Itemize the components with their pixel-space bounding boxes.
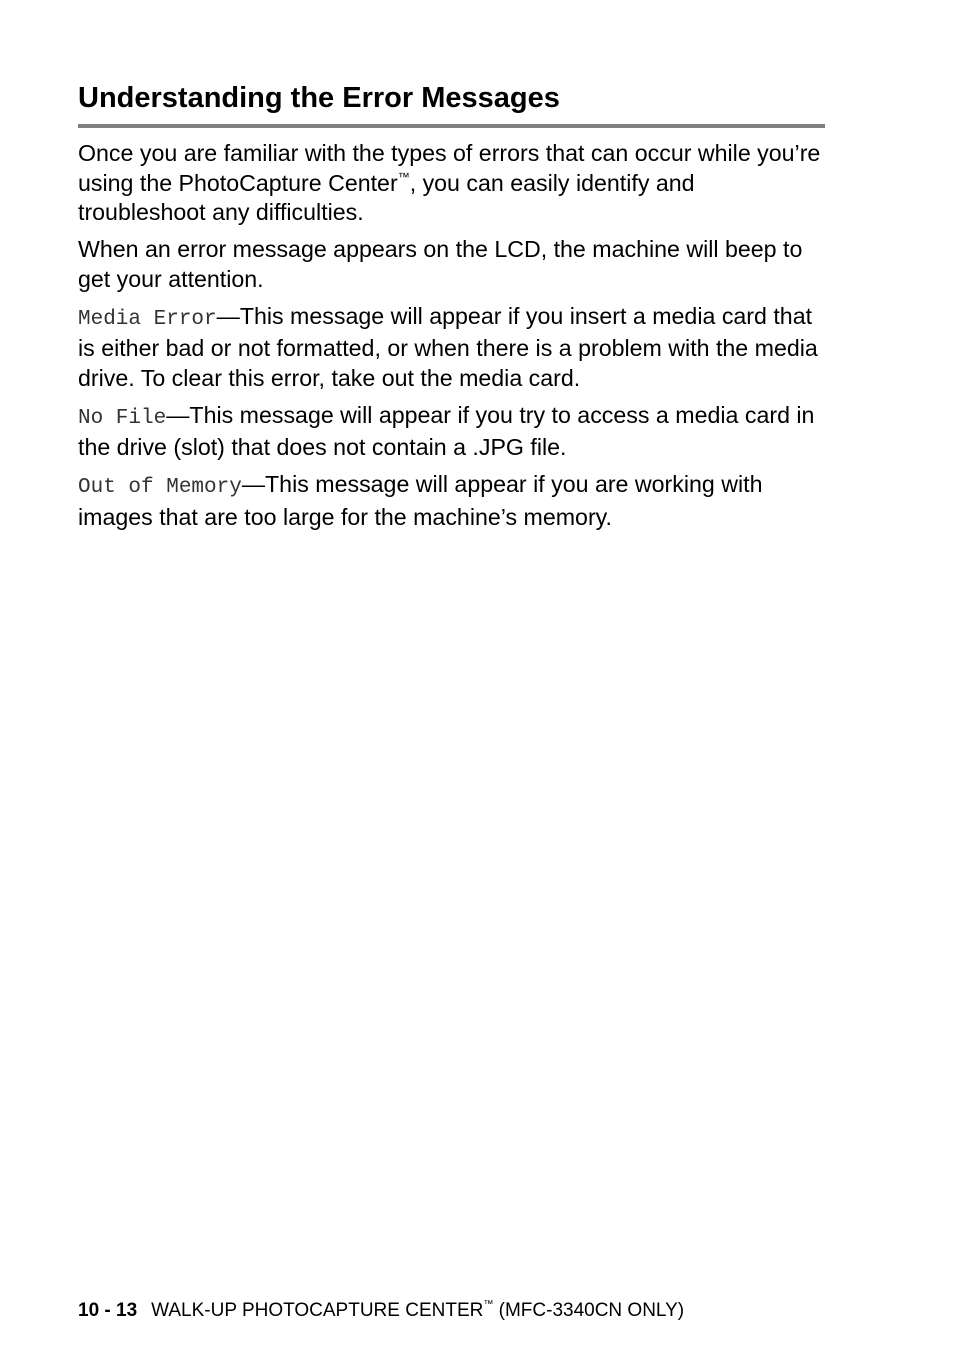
heading-rule (78, 124, 825, 128)
trademark-symbol: ™ (397, 169, 410, 184)
error-out-of-memory (78, 470, 826, 532)
error-code: No File (78, 406, 167, 430)
footer-title: WALK-UP PHOTOCAPTURE CENTER (151, 1300, 484, 1321)
section-heading: Understanding the Error Messages (78, 82, 560, 114)
page-number: 10 - 13 (78, 1300, 138, 1321)
error-code: Out of Memory (78, 476, 242, 499)
error-no-file (78, 401, 826, 463)
error-description: —This message will appear if you are working with images that are too large for the machine’s memory. (78, 471, 763, 530)
intro-paragraph: Once you are familiar with the types of errors that can occur while you’re using the PhotoCapture Center™, you can easily identify and troubleshoot any difficulties. (78, 140, 821, 225)
footer-suffix: (MFC-3340CN ONLY) (493, 1300, 685, 1321)
page-footer (78, 1300, 684, 1322)
body-text (78, 139, 826, 540)
error-description: —This message will appear if you insert a media card that is either bad or not formatted, or when there is a problem with the media drive. To clear this error, take out the media card. (78, 302, 818, 391)
error-media-error (78, 302, 826, 394)
beep-paragraph: When an error message appears on the LCD, the machine will beep to get your attention. (78, 236, 803, 292)
footer-trademark: ™ (483, 1299, 494, 1310)
error-code: Media Error (78, 307, 217, 331)
error-description: —This message will appear if you try to access a media card in the drive (slot) that does not contain a .JPG file. (78, 401, 815, 460)
